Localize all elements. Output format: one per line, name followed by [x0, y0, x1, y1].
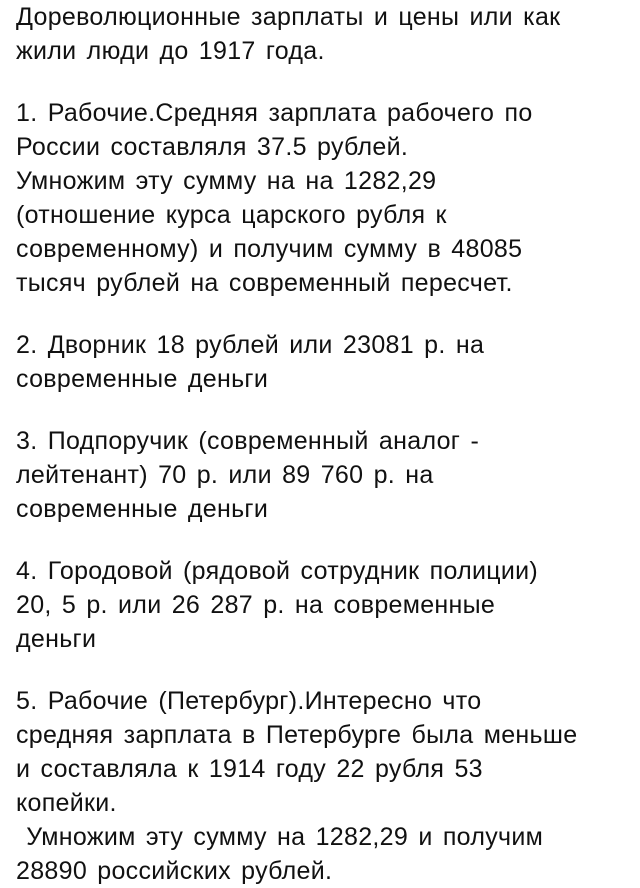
- paragraph-3-sub-lieutenant: [16, 424, 626, 526]
- paragraph-gap: [16, 68, 626, 96]
- paragraph-1-workers: [16, 96, 626, 300]
- paragraph-line: и составляла к 1914 году 22 рубля 53: [16, 755, 483, 783]
- paragraph-line: лейтенант) 70 р. или 89 760 р. на: [16, 461, 434, 489]
- paragraph-line: 5. Рабочие (Петербург).Интересно что: [16, 687, 482, 715]
- paragraph-gap: [16, 656, 626, 684]
- document-title: [16, 0, 626, 68]
- paragraph-gap: [16, 396, 626, 424]
- paragraph-line: средняя зарплата в Петербурге была меньше: [16, 721, 578, 749]
- paragraph-line: 28890 российских рублей.: [16, 857, 333, 885]
- title-line: Дореволюционные зарплаты и цены или как: [16, 3, 561, 31]
- paragraph-5-petersburg-workers: [16, 684, 626, 888]
- paragraph-line: деньги: [16, 625, 97, 653]
- paragraph-line: 20, 5 р. или 26 287 р. на современные: [16, 591, 496, 619]
- paragraph-gap: [16, 526, 626, 554]
- paragraph-2-janitor: [16, 328, 626, 396]
- paragraph-gap: [16, 300, 626, 328]
- paragraph-line: современному) и получим сумму в 48085: [16, 235, 523, 263]
- paragraph-line: современные деньги: [16, 495, 269, 523]
- paragraph-line: (отношение курса царского рубля к: [16, 201, 447, 229]
- paragraph-line: Умножим эту сумму на на 1282,29: [16, 167, 437, 195]
- paragraph-4-policeman: [16, 554, 626, 656]
- paragraph-line: 2. Дворник 18 рублей или 23081 р. на: [16, 331, 485, 359]
- title-line: жили люди до 1917 года.: [16, 37, 325, 65]
- paragraph-line: 3. Подпоручик (современный аналог -: [16, 427, 480, 455]
- paragraph-line: копейки.: [16, 789, 117, 817]
- paragraph-line: 1. Рабочие.Средняя зарплата рабочего по: [16, 99, 533, 127]
- document-text: [16, 0, 626, 888]
- paragraph-line: России составляля 37.5 рублей.: [16, 133, 409, 161]
- paragraph-line: тысяч рублей на современный пересчет.: [16, 269, 513, 297]
- paragraph-line: Умножим эту сумму на 1282,29 и получим: [16, 823, 544, 851]
- paragraph-line: 4. Городовой (рядовой сотрудник полиции): [16, 557, 539, 585]
- paragraph-line: современные деньги: [16, 365, 269, 393]
